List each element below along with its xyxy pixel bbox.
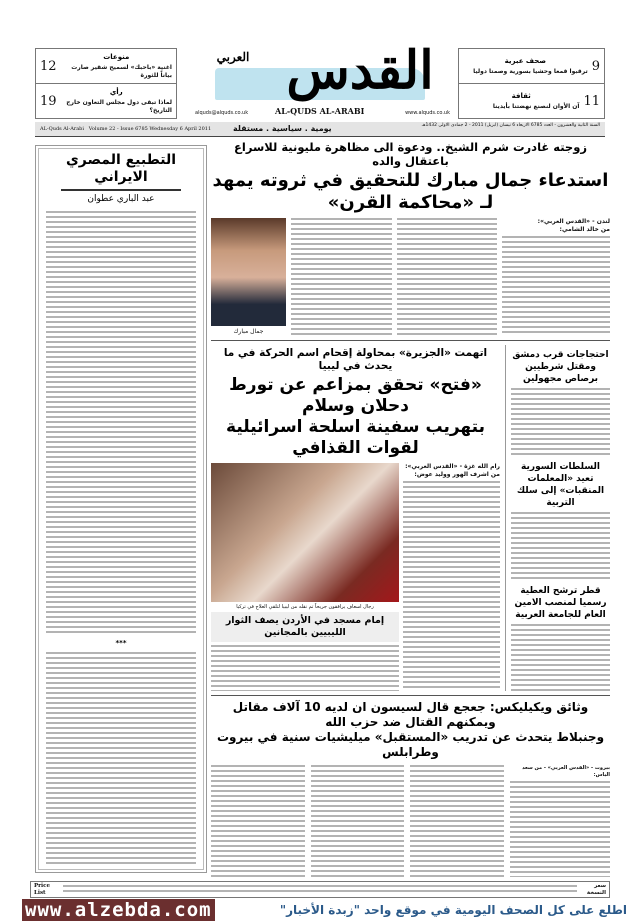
lead-dateline: لندن - «القدس العربي»: (537, 218, 610, 225)
injured-libyan-photo (211, 463, 399, 602)
opinion-body (46, 652, 196, 864)
teaser-text: لماذا تبقى دول مجلس التعاون خارج التاريخ؟ (66, 99, 172, 114)
opinion-body (46, 211, 196, 635)
photo-caption: جمال مبارك (233, 328, 264, 335)
wikileaks-headline[interactable]: وثائق ويكيليكس: جعجع قال لسيسون ان لديه 10 آلاف مقاتل ويمكنهم القتال ضد حزب الله (232, 700, 589, 729)
teaser-opinion[interactable] (36, 84, 176, 119)
teaser-text: آن الأوان لنصنع نهضتنا بأيدينا (492, 103, 580, 110)
section-label: منوعات (103, 52, 130, 61)
email[interactable]: alquds@alquds.co.uk (195, 110, 249, 116)
fatah-headline[interactable]: «فتح» تحقق بمزاعم عن تورط دحلان وسلام (229, 375, 482, 416)
lead-kicker: زوجته غادرت شرم الشيخ.. ودعوة الى مظاهرة مليونية للاسراع باعتقال والده (234, 140, 587, 168)
logo (195, 40, 450, 120)
fatah-byline: من اشرف الهور ووليد عوض: (414, 471, 500, 478)
price-entries (63, 885, 577, 895)
wikileaks-headline-line2[interactable]: وجنبلاط يتحدث عن تدريب «المستقبل» ميليشيات سنية في بيروت وطرابلس (216, 730, 605, 759)
date-latin: AL-Quds Al-Arabi Volume 22 - Issue 6785 Wednesday 6 April 2011 (40, 126, 212, 132)
date-bar (35, 122, 605, 137)
teaser-text: اغنية «باحبك» لسميح شقير صارت بياناً للثورة (71, 63, 172, 79)
gamal-mubarak-photo (211, 218, 286, 326)
teaser-variety[interactable] (36, 49, 176, 84)
banner-text[interactable]: اطلع على كل الصحف اليومية في موقع واحد "زبدة الأخبار" (279, 903, 627, 917)
wikileaks-body (510, 781, 610, 877)
wikileaks-body (410, 765, 504, 877)
teaser-culture[interactable] (459, 84, 604, 119)
side-body (511, 388, 610, 455)
logo-main: القدس (286, 40, 434, 101)
side-body (511, 624, 610, 691)
masthead-left-box (35, 48, 177, 119)
opinion-title[interactable]: التطبيع المصري الايراني (65, 152, 177, 185)
logo-latin: AL-QUDS AL-ARABI (275, 106, 365, 116)
imam-body (211, 645, 399, 691)
lead-headline[interactable]: استدعاء جمال مبارك للتحقيق في ثروته يمهد لـ «محاكمة القرن» (212, 170, 609, 213)
alzebda-url[interactable]: www.alzebda.com (22, 899, 215, 921)
side-headline-qatar[interactable]: قطر ترشح العطية رسميا لمنصب الامين العام للجامعة العربية (514, 586, 607, 620)
lead-row (211, 218, 610, 336)
fatah-dateline: رام الله غزة - «القدس العربي»: (405, 463, 500, 470)
page-number: 11 (583, 94, 600, 109)
wikileaks-dateline: بيروت - «القدس العربي» - من سعد الياس: (522, 765, 611, 778)
price-label-en: Price List (34, 883, 50, 896)
opinion-column (35, 145, 207, 873)
logo-sub: العربي (216, 50, 250, 64)
page-number: 12 (40, 58, 57, 74)
price-list (30, 881, 610, 898)
masthead-right-box (458, 48, 605, 119)
lead-body (291, 218, 392, 336)
fatah-headline-line2[interactable]: بتهريب سفينة اسلحة اسرائيلية لقوات القذافي (226, 417, 485, 458)
fatah-kicker: اتهمت «الجزيرة» بمحاولة إقحام اسم الحركة في ما يحدث في ليبيا (223, 347, 488, 372)
lead-body (397, 218, 498, 336)
page-number: 9 (591, 58, 600, 74)
middle-row (211, 345, 610, 691)
photo-caption: رجال اسعاف يرافقون جريحاً تم نقله من ليبيا لتلقي العلاج في تركيا (236, 603, 374, 610)
teaser-hebrew-press[interactable] (459, 49, 604, 84)
opinion-author: عبد الباري عطوان (87, 194, 155, 204)
website[interactable]: www.alquds.co.uk (405, 110, 450, 116)
page-number: 19 (40, 94, 57, 109)
slogan: يومية . سياسية . مستقلة (233, 124, 332, 133)
price-label-ar: سعر النسخة (586, 883, 606, 896)
lead-body (502, 236, 610, 336)
main-area (211, 140, 610, 877)
teaser-text: ترقبوا قمعا وحشيا بسورية وصمتا دوليا (473, 67, 588, 75)
side-headline-teachers[interactable]: السلطات السورية تعيد «المعلمات المنقبات» إلى سلك التربية (516, 462, 605, 508)
date-arabic: السنة الثانية والعشرون - العدد 6785 الاربعاء 6 نيسان (ابريل) 2011 - 2 جمادى الاولى 1432هـ (421, 123, 600, 128)
section-label: صحف عبرية (504, 56, 547, 65)
section-label: ثقافة (511, 92, 531, 100)
imam-headline[interactable]: إمام مسجد في الأردن يصف الثوار الليبيين بالمجانين (211, 612, 399, 642)
side-column (511, 345, 610, 691)
section-label: رأي (109, 88, 123, 96)
wikileaks-body (211, 765, 305, 877)
wikileaks-body (311, 765, 405, 877)
separator: *** (115, 639, 127, 647)
side-body (511, 512, 610, 579)
fatah-body (403, 481, 500, 691)
side-headline-protests[interactable]: احتجاجات قرب دمشق ومقتل شرطيين برصاص مجهولين (512, 350, 609, 384)
lead-byline: من خالد الشامي: (559, 226, 610, 233)
